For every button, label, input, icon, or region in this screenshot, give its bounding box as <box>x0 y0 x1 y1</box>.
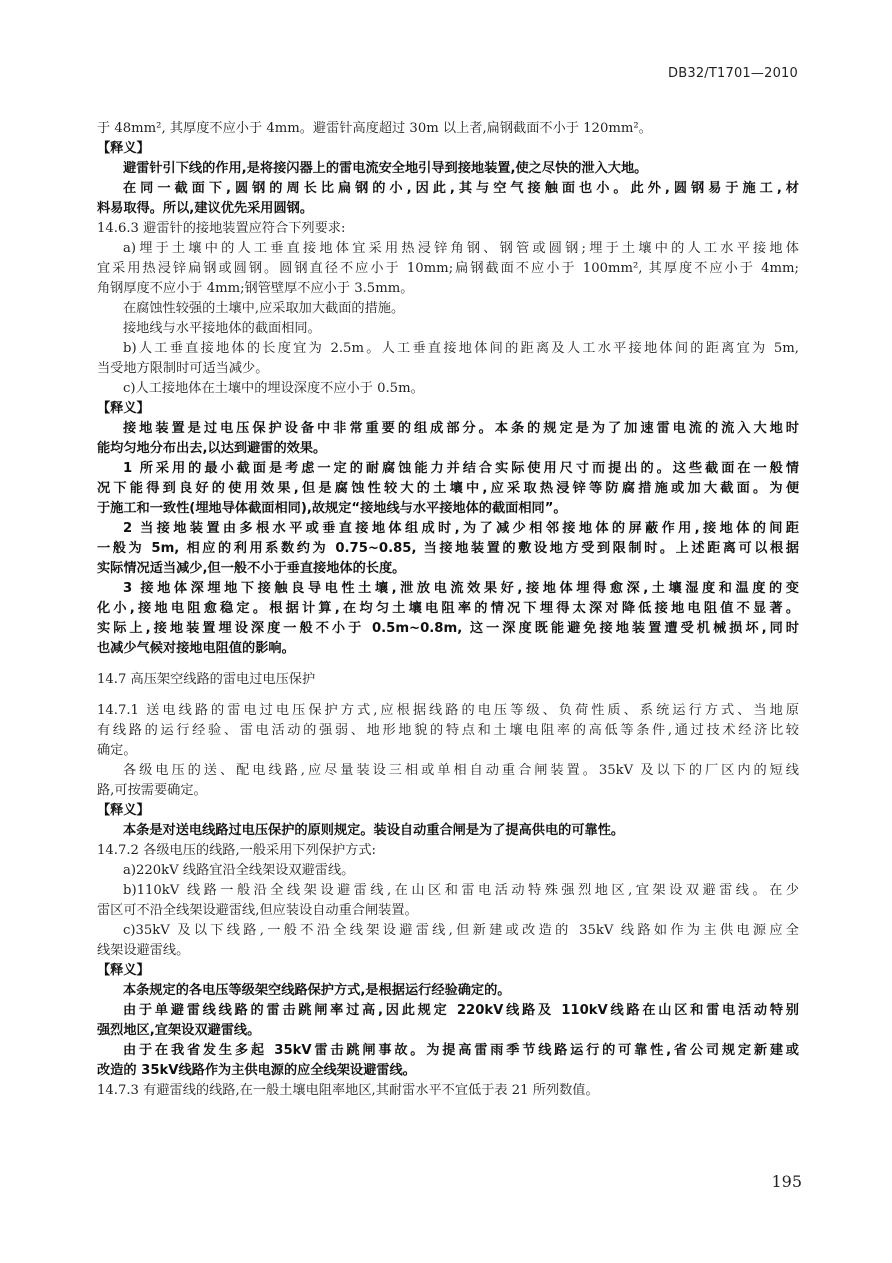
text-line: 强烈地区,宜架设双避雷线。 <box>97 1023 261 1038</box>
text-line: 14.7.2 各级电压的线路,一般采用下列保护方式: <box>97 843 376 858</box>
text-line: 由于在我省发生多起 35kV雷击跳闸事故。为提高雷雨季节线路运行的可靠性,省公司规定新建或 <box>123 1043 799 1058</box>
text-line: 雷区可不沿全线架设避雷线,但应装设自动重合闸装置。 <box>97 903 418 918</box>
spacer <box>97 659 799 670</box>
spacer <box>97 690 799 701</box>
text-line: 线架设避雷线。 <box>97 943 190 958</box>
text-line: 实际情况适当减少,但一般不小于垂直接地体的长度。 <box>97 561 406 576</box>
text-line: 1 所采用的最小截面是考虑一定的耐腐蚀能力并结合实际使用尺寸而提出的。这些截面在一般情 <box>123 461 799 476</box>
text-line: 14.7.3 有避雷线的线路,在一般土壤电阻率地区,其耐雷水平不宜低于表 21 所列数值。 <box>97 1083 599 1098</box>
text-line: 一般为 5m, 相应的利用系数约为 0.75~0.85, 当接地装置的敷设地方受到限制时。上述距离可以根据 <box>97 541 799 556</box>
text-line: c)人工接地体在土壤中的埋设深度不应小于 0.5m。 <box>123 381 424 396</box>
commentary-heading: 【释义】 <box>97 803 150 818</box>
page-number: 195 <box>771 1172 802 1191</box>
text-line: 于 48mm², 其厚度不应小于 4mm。避雷针高度超过 30m 以上者,扁钢截面不小于 120mm²。 <box>97 121 652 136</box>
text-line: 由于单避雷线线路的雷击跳闸率过高,因此规定 220kV线路及 110kV线路在山区和雷电活动特别 <box>123 1003 799 1018</box>
text-line: 改造的 35kV线路作为主供电源的应全线架设避雷线。 <box>97 1063 416 1078</box>
text-line: 接地线与水平接地体的截面相同。 <box>123 321 321 336</box>
document-code-header: DB32/T1701—2010 <box>668 66 798 81</box>
text-line: 在腐蚀性较强的土壤中,应采取加大截面的措施。 <box>123 301 405 316</box>
text-line: 实际上,接地装置埋设深度一般不小于 0.5m~0.8m, 这一深度既能避免接地装置遭受机械损坏,同时 <box>97 621 799 636</box>
text-line: 14.7 高压架空线路的雷电过电压保护 <box>97 672 316 687</box>
text-line: 于施工和一致性(埋地导体截面相同),故规定“接地线与水平接地体的截面相同”。 <box>97 501 567 516</box>
commentary-heading: 【释义】 <box>97 141 150 156</box>
text-line: b)人工垂直接地体的长度宜为 2.5m。人工垂直接地体间的距离及人工水平接地体间的距离宜为 5m, <box>123 341 799 356</box>
text-line: 本条是对送电线路过电压保护的原则规定。装设自动重合闸是为了提高供电的可靠性。 <box>123 823 625 838</box>
text-line: 14.7.1 送电线路的雷电过电压保护方式,应根据线路的电压等级、负荷性质、系统运行方式、当地原 <box>97 703 799 718</box>
text-line: 避雷针引下线的作用,是将接闪器上的雷电流安全地引导到接地装置,使之尽快的泄入大地。 <box>123 161 648 176</box>
text-line: 路,可按需要确定。 <box>97 783 207 798</box>
text-line: 也减少气候对接地电阻值的影响。 <box>97 641 295 656</box>
text-line: 本条规定的各电压等级架空线路保护方式,是根据运行经验确定的。 <box>123 983 511 998</box>
text-line: c)35kV 及以下线路,一般不沿全线架设避雷线,但新建或改造的 35kV 线路如作为主供电源应全 <box>123 923 799 938</box>
text-line: 接地装置是过电压保护设备中非常重要的组成部分。本条的规定是为了加速雷电流的流入大地时 <box>123 421 799 436</box>
text-line: 14.6.3 避雷针的接地装置应符合下列要求: <box>97 221 346 236</box>
commentary-heading: 【释义】 <box>97 963 150 978</box>
text-line: 料易取得。所以,建议优先采用圆钢。 <box>97 201 314 216</box>
text-line: 3 接地体深埋地下接触良导电性土壤,泄放电流效果好,接地体埋得愈深,土壤湿度和温度的变 <box>123 581 799 596</box>
text-line: a)220kV 线路宜沿全线架设双避雷线。 <box>123 863 355 878</box>
text-line: a)埋于土壤中的人工垂直接地体宜采用热浸锌角钢、钢管或圆钢;埋于土壤中的人工水平接地体 <box>123 241 799 256</box>
text-line: 在同一截面下,圆钢的周长比扁钢的小,因此,其与空气接触面也小。此外,圆钢易于施工,材 <box>123 181 799 196</box>
text-line: 况下能得到良好的使用效果,但是腐蚀性较大的土壤中,应采取热浸锌等防腐措施或加大截面。为便 <box>97 481 799 496</box>
text-line: 确定。 <box>97 743 137 758</box>
body-text <box>97 119 799 1101</box>
text-line: 宜采用热浸锌扁钢或圆钢。圆钢直径不应小于 10mm;扁钢截面不应小于 100mm², 其厚度不应小于 4mm; <box>97 261 799 276</box>
text-line: 各级电压的送、配电线路,应尽量装设三相或单相自动重合闸装置。35kV 及以下的厂区内的短线 <box>123 763 799 778</box>
text-line: 有线路的运行经验、雷电活动的强弱、地形地貌的特点和土壤电阻率的高低等条件,通过技术经济比较 <box>97 723 799 738</box>
text-line: 角钢厚度不应小于 4mm;钢管壁厚不应小于 3.5mm。 <box>97 281 414 296</box>
text-line: 当受地方限制时可适当减少。 <box>97 361 269 376</box>
text-line: b)110kV 线路一般沿全线架设避雷线,在山区和雷电活动特殊强烈地区,宜架设双避雷线。在少 <box>123 883 799 898</box>
text-line: 2 当接地装置由多根水平或垂直接地体组成时,为了减少相邻接地体的屏蔽作用,接地体的间距 <box>123 521 799 536</box>
text-line: 能均匀地分布出去,以达到避雷的效果。 <box>97 441 327 456</box>
text-line: 化小,接地电阻愈稳定。根据计算,在均匀土壤电阻率的情况下埋得太深对降低接地电阻值不显著。 <box>97 601 799 616</box>
commentary-heading: 【释义】 <box>97 401 150 416</box>
